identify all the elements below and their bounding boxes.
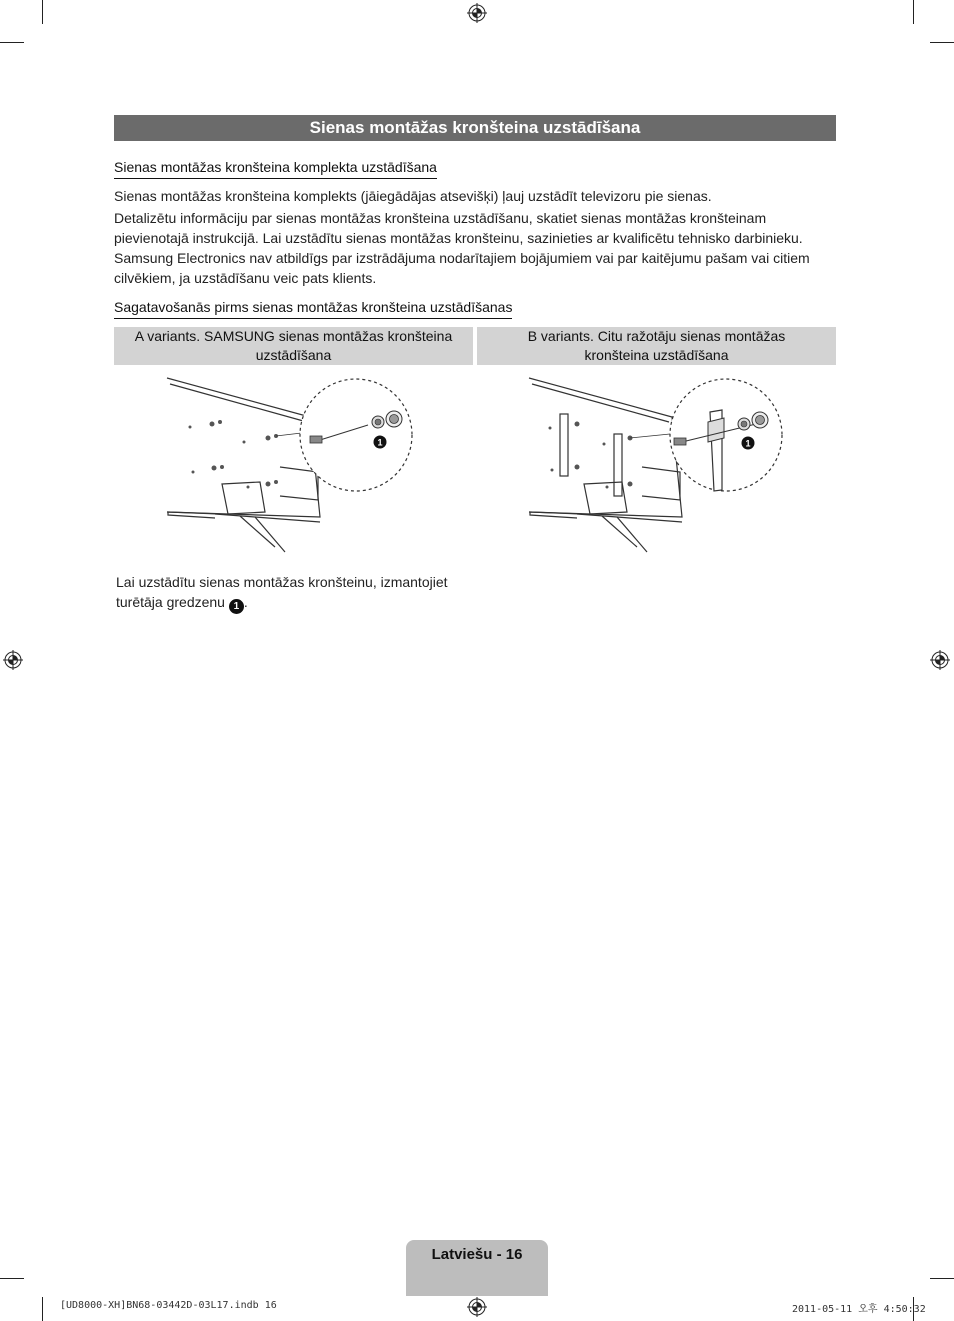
section-title: Sienas montāžas kronšteina uzstādīšana bbox=[114, 115, 836, 141]
crop-mark bbox=[913, 0, 914, 24]
paragraph-disclaimer: Samsung Electronics nav atbildīgs par izstrādājuma nodarītajiem bojājumiem vai par kaitējumu pašam vai citiem cilvēkiem, ja uzstādīšanu veic pats klients. bbox=[114, 250, 810, 286]
page-number-tab bbox=[406, 1240, 548, 1296]
holder-ring-caption bbox=[116, 572, 476, 614]
caption-text: Lai uzstādītu sienas montāžas kronšteinu, izmantojiet turētāja gredzenu bbox=[116, 574, 448, 610]
tv-wall-mount-diagram-samsung bbox=[160, 372, 430, 557]
paragraph-details: Detalizētu informāciju par sienas montāžas kronšteina uzstādīšanu, skatiet sienas montāžas kronšteinam pievienotajā instrukcijā. Lai uzstādītu sienas montāžas kronšteinu, sazinieties ar kvalificētu tehnisko darbinieku. bbox=[114, 210, 803, 246]
subsection-heading-kit: Sienas montāžas kronšteina komplekta uzstādīšana bbox=[114, 159, 437, 179]
tv-wall-mount-diagram-other bbox=[522, 372, 792, 557]
subsection-heading-preparation: Sagatavošanās pirms sienas montāžas kronšteina uzstādīšanas bbox=[114, 299, 512, 319]
registration-mark-icon bbox=[467, 1297, 487, 1317]
registration-mark-icon bbox=[3, 650, 23, 670]
option-a-label: A variants. SAMSUNG sienas montāžas kronšteina uzstādīšana bbox=[134, 328, 453, 363]
option-a-header bbox=[114, 327, 473, 365]
svg-text:1: 1 bbox=[377, 437, 383, 448]
option-b-header bbox=[477, 327, 836, 365]
page-label: Latviešu - 16 bbox=[431, 1246, 523, 1263]
crop-mark bbox=[930, 42, 954, 43]
option-b-label: B variants. Citu ražotāju sienas montāžas kronšteina uzstādīšana bbox=[527, 328, 786, 363]
registration-mark-icon bbox=[467, 3, 487, 23]
callout-number-badge: 1 bbox=[229, 599, 244, 614]
crop-mark bbox=[930, 1278, 954, 1279]
crop-mark bbox=[0, 42, 24, 43]
crop-mark bbox=[42, 1297, 43, 1321]
crop-mark bbox=[0, 1278, 24, 1279]
print-timestamp: 2011-05-11 오후 4:50:32 bbox=[792, 1304, 926, 1315]
caption-end: . bbox=[243, 594, 248, 610]
svg-text:1: 1 bbox=[745, 438, 751, 449]
crop-mark bbox=[42, 0, 43, 24]
paragraph-intro: Sienas montāžas kronšteina komplekts (jāiegādājas atsevišķi) ļauj uzstādīt televizoru pie sienas. bbox=[114, 188, 712, 204]
registration-mark-icon bbox=[930, 650, 950, 670]
print-file-info: [UD8000-XH]BN68-03442D-03L17.indb 16 bbox=[60, 1300, 277, 1311]
